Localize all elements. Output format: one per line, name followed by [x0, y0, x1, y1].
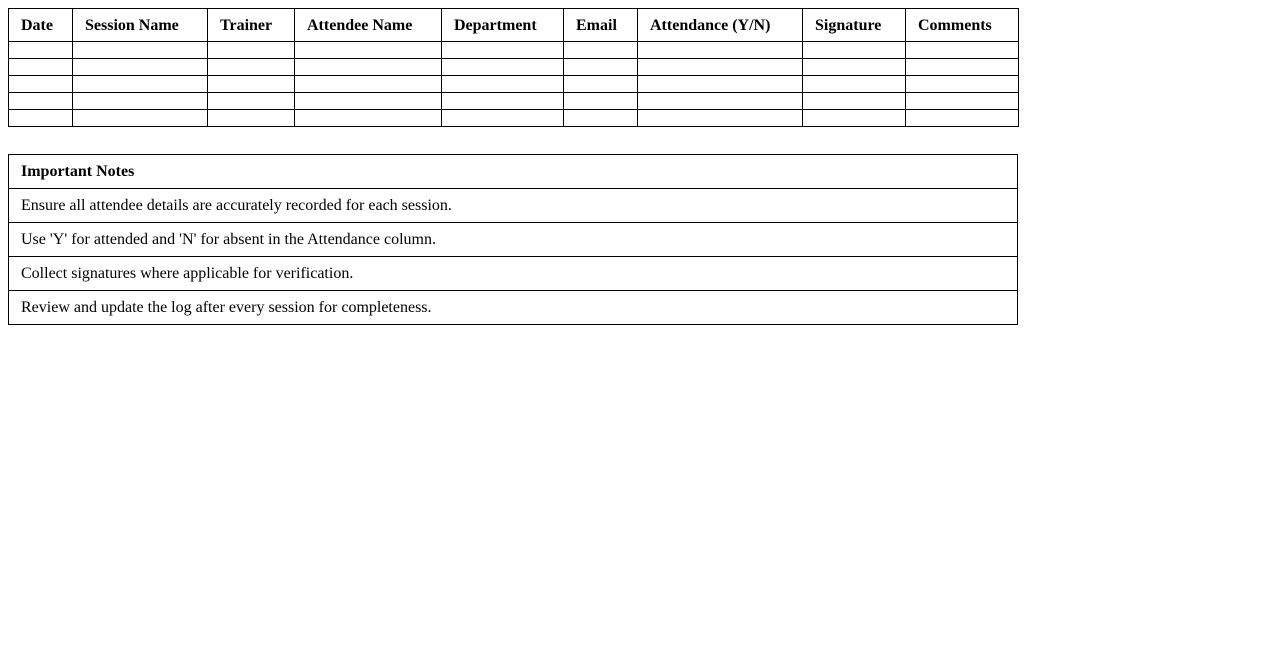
- table-cell[interactable]: [442, 42, 564, 59]
- list-item: [9, 189, 1018, 223]
- table-cell[interactable]: [442, 76, 564, 93]
- table-cell[interactable]: [564, 93, 638, 110]
- table-cell[interactable]: [906, 76, 1019, 93]
- table-cell[interactable]: [73, 93, 208, 110]
- list-item: [9, 257, 1018, 291]
- table-cell[interactable]: [9, 76, 73, 93]
- table-row: [9, 76, 1019, 93]
- table-cell[interactable]: [906, 42, 1019, 59]
- table-cell[interactable]: [442, 59, 564, 76]
- table-cell[interactable]: [208, 42, 295, 59]
- table-row: [9, 59, 1019, 76]
- column-header-trainer: Trainer: [208, 9, 295, 42]
- table-row: [9, 110, 1019, 127]
- table-cell[interactable]: [9, 59, 73, 76]
- table-cell[interactable]: [73, 42, 208, 59]
- important-notes-table: [8, 154, 1018, 325]
- table-cell[interactable]: [208, 93, 295, 110]
- table-cell[interactable]: [295, 93, 442, 110]
- table-cell[interactable]: [638, 76, 803, 93]
- table-cell[interactable]: [803, 93, 906, 110]
- list-item: [9, 223, 1018, 257]
- table-row: [9, 42, 1019, 59]
- table-cell[interactable]: [73, 110, 208, 127]
- note-text: Use 'Y' for attended and 'N' for absent in the Attendance column.: [9, 223, 1018, 257]
- table-cell[interactable]: [295, 76, 442, 93]
- table-cell[interactable]: [295, 59, 442, 76]
- column-header-date: Date: [9, 9, 73, 42]
- table-cell[interactable]: [906, 59, 1019, 76]
- column-header-attendee-name: Attendee Name: [295, 9, 442, 42]
- list-item: [9, 291, 1018, 325]
- column-header-email: Email: [564, 9, 638, 42]
- table-cell[interactable]: [295, 110, 442, 127]
- table-cell[interactable]: [906, 110, 1019, 127]
- header-row: [9, 9, 1019, 42]
- column-header-department: Department: [442, 9, 564, 42]
- table-cell[interactable]: [208, 76, 295, 93]
- note-text: Collect signatures where applicable for verification.: [9, 257, 1018, 291]
- table-cell[interactable]: [803, 59, 906, 76]
- column-header-attendance: Attendance (Y/N): [638, 9, 803, 42]
- table-cell[interactable]: [208, 110, 295, 127]
- table-cell[interactable]: [638, 93, 803, 110]
- table-cell[interactable]: [208, 59, 295, 76]
- table-cell[interactable]: [803, 76, 906, 93]
- table-row: [9, 93, 1019, 110]
- column-header-session-name: Session Name: [73, 9, 208, 42]
- table-cell[interactable]: [73, 59, 208, 76]
- table-cell[interactable]: [638, 59, 803, 76]
- column-header-signature: Signature: [803, 9, 906, 42]
- table-cell[interactable]: [906, 93, 1019, 110]
- table-cell[interactable]: [803, 42, 906, 59]
- note-text: Ensure all attendee details are accurately recorded for each session.: [9, 189, 1018, 223]
- column-header-comments: Comments: [906, 9, 1019, 42]
- note-text: Review and update the log after every session for completeness.: [9, 291, 1018, 325]
- table-cell[interactable]: [564, 42, 638, 59]
- table-cell[interactable]: [564, 110, 638, 127]
- table-cell[interactable]: [564, 59, 638, 76]
- notes-header-row: [9, 155, 1018, 189]
- table-cell[interactable]: [564, 76, 638, 93]
- notes-title: Important Notes: [9, 155, 1018, 189]
- table-cell[interactable]: [442, 93, 564, 110]
- table-cell[interactable]: [73, 76, 208, 93]
- table-cell[interactable]: [9, 110, 73, 127]
- attendance-log-table: [8, 8, 1019, 127]
- table-cell[interactable]: [442, 110, 564, 127]
- table-cell[interactable]: [9, 42, 73, 59]
- table-cell[interactable]: [638, 110, 803, 127]
- table-cell[interactable]: [803, 110, 906, 127]
- table-cell[interactable]: [638, 42, 803, 59]
- table-cell[interactable]: [295, 42, 442, 59]
- table-cell[interactable]: [9, 93, 73, 110]
